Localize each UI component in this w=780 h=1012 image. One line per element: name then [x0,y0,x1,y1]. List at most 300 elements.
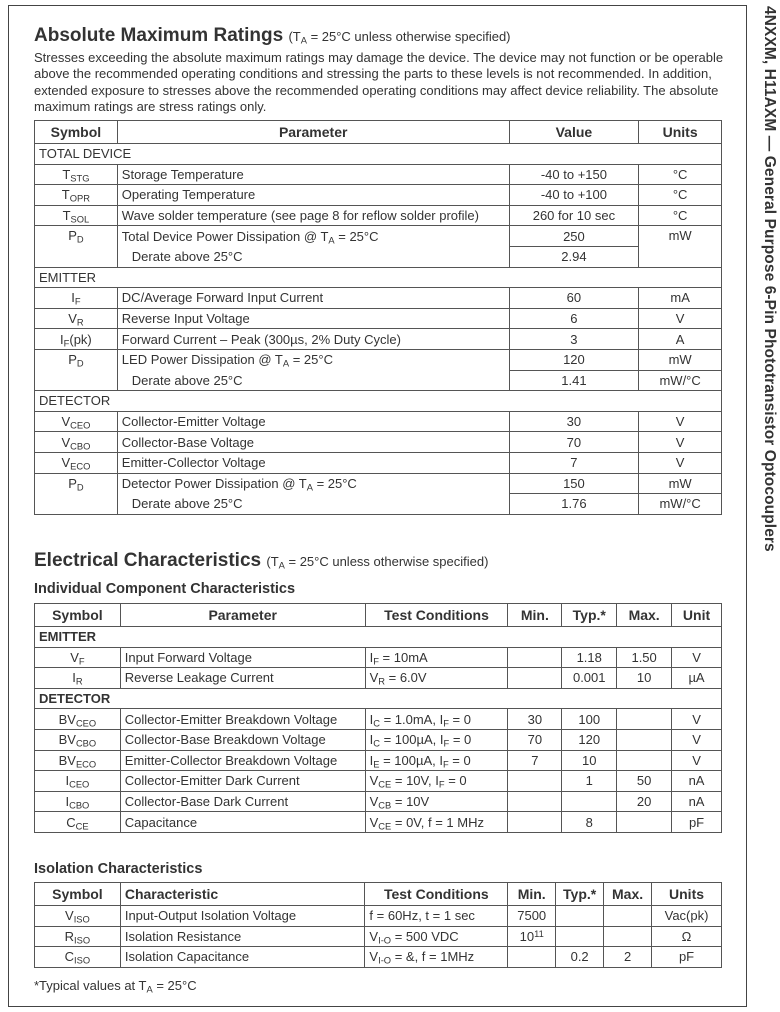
min-cell [508,906,556,927]
symbol-subscript: STG [70,173,90,184]
table-row [35,926,722,947]
symbol-cell [35,226,118,267]
units-cell: mW [639,226,722,267]
symbol-subscript: ISO [74,955,91,966]
parameter-cell: Capacitance [120,812,365,833]
symbol-subscript: ECO [75,759,97,770]
units-cell: V [639,308,722,329]
derate-value: 1.76 [509,494,639,515]
condition-text: I [435,773,439,789]
value-cell: 260 for 10 sec [509,205,639,226]
symbol-suffix: (pk) [69,331,92,347]
condition-subscript: CE [378,779,392,790]
max-cell [617,750,672,771]
symbol-text: I [72,670,76,686]
typ-cell [562,791,617,812]
derate-units: mW/°C [639,370,722,391]
symbol-cell [35,729,121,750]
max-cell [617,729,672,750]
table-row [35,668,722,689]
parameter-cell: Collector-Base Breakdown Voltage [120,729,365,750]
derate-label: Derate above 25°C [117,494,509,515]
value-cell: 120 [509,349,639,370]
table-row [35,473,722,494]
min-cell [508,791,562,812]
typ-cell [556,906,604,927]
section-row [35,688,722,709]
table-row [35,411,722,432]
derate-value: 2.94 [509,246,639,267]
symbol-text: T [61,187,70,203]
units-cell: pF [652,947,722,968]
section-label: TOTAL DEVICE [35,144,722,165]
symbol-cell [35,647,121,668]
symbol-text: I [65,773,70,789]
section-row [35,144,722,165]
symbol-text: BV [58,732,76,748]
condition-subscript: I-O [378,935,392,946]
condition-suffix: = 10V [391,794,430,810]
value-cell: 250 [509,226,639,247]
parameter-subscript: A [306,482,313,493]
symbol-text: P [68,351,77,367]
value-cell: 6 [509,308,639,329]
units-cell: V [639,411,722,432]
parameter-text: Operating Temperature [121,187,256,203]
symbol-text: P [68,475,77,491]
characteristic-cell: Isolation Resistance [120,926,365,947]
section-label: DETECTOR [35,688,722,709]
symbol-cell [35,288,118,309]
characteristic-cell: Isolation Capacitance [120,947,365,968]
side-title-bar [752,6,778,626]
test-conditions-cell [365,647,508,668]
table-row [35,771,722,792]
parameter-subscript: A [328,235,335,246]
parameter-cell: Collector-Emitter Dark Current [120,771,365,792]
symbol-text: BV [58,711,76,727]
parameter-cell [117,308,509,329]
symbol-subscript: CEO [70,420,91,431]
table-row [35,205,722,226]
value-cell: -40 to +150 [509,164,639,185]
col-header-min: Min. [508,883,556,906]
value-cell: 3 [509,329,639,350]
test-conditions-cell [365,709,508,730]
parameter-cell: Emitter-Collector Breakdown Voltage [120,750,365,771]
symbol-text: V [61,414,71,430]
table-row [35,709,722,730]
test-conditions-cell [365,750,508,771]
parameter-text: Detector Power Dissipation @ T [121,476,307,492]
table-row [35,947,722,968]
condition-text: V [369,794,379,810]
symbol-text: R [64,928,75,944]
parameter-subscript: A [282,358,290,369]
elec-condition: ($T_A = 25^\circ C$ unless otherwise specified) [266,554,489,571]
symbol-subscript: CEO [69,779,90,790]
units-cell: Vac(pk) [652,906,722,927]
symbol-text: V [61,434,71,450]
abs-max-header-row [35,121,722,144]
symbol-subscript: R [76,317,84,328]
parameter-suffix: = 25°C [334,228,379,244]
symbol-cell [35,349,118,390]
table-row [35,791,722,812]
condition-suffix: = 0 [444,773,467,789]
max-cell: 1.50 [617,647,672,668]
condition-text: I [439,711,444,727]
condition-suffix: = 500 VDC [391,928,459,944]
symbol-text: C [64,949,75,965]
units-cell: mA [639,288,722,309]
parameter-text: Wave solder temperature (see page 8 for reflow solder profile) [121,208,479,224]
condition-text: I [369,711,374,727]
min-cell [508,647,562,668]
min-cell: 7 [508,750,562,771]
symbol-text: V [68,311,77,327]
symbol-subscript: OPR [69,193,90,204]
units-cell: mW [639,473,722,494]
condition-suffix: = 6.0V [385,670,427,686]
max-cell: 2 [604,947,652,968]
table-row [35,432,722,453]
typ-cell: 1.18 [562,647,617,668]
condition-subscript: I-O [378,955,392,966]
typ-cell: 120 [562,729,617,750]
condition-suffix: = 0 [448,752,471,768]
table-row [35,452,722,473]
symbol-text: T [62,166,71,182]
unit-cell: V [672,729,722,750]
table-row [35,226,722,247]
max-cell: 20 [617,791,672,812]
symbol-subscript: F [63,337,70,348]
col-header-typ: Typ.* [556,883,604,906]
max-cell [617,709,672,730]
individual-title: Individual Component Characteristics [34,581,296,597]
min-cell: 30 [508,709,562,730]
symbol-subscript: D [76,234,84,245]
condition-text: V [369,949,379,965]
min-cell [508,771,562,792]
symbol-cell [35,452,118,473]
col-header-test-conditions: Test Conditions [365,604,508,627]
derate-label: Derate above 25°C [117,246,509,267]
section-row [35,267,722,288]
condition-subscript: C [373,738,380,749]
min-cell: 70 [508,729,562,750]
table-row [35,329,722,350]
units-cell: Ω [652,926,722,947]
parameter-cell [117,452,509,473]
parameter-text: Reverse Input Voltage [121,311,250,327]
symbol-text: P [68,228,77,244]
symbol-subscript: CBO [70,440,91,451]
elec-title [34,550,488,572]
parameter-cell [117,164,509,185]
abs-max-table [34,120,722,515]
table-row [35,812,722,833]
condition-text: V [369,814,379,830]
symbol-cell [35,164,118,185]
symbol-cell [35,791,121,812]
condition-subscript: E [373,759,380,770]
symbol-subscript: ISO [73,914,90,925]
symbol-cell [35,473,118,514]
symbol-subscript: CBO [75,738,97,749]
parameter-text: Collector-Emitter Voltage [121,414,266,430]
elec-section [34,550,488,572]
abs-max-title-text: Absolute Maximum Ratings [34,25,284,46]
typ-cell: 100 [562,709,617,730]
symbol-cell [35,906,121,927]
section-row [35,627,722,648]
parameter-cell [117,205,509,226]
condition-suffix: = 1.0mA, [379,711,440,727]
symbol-cell [35,668,121,689]
abs-max-title [34,25,726,47]
table-row [35,647,722,668]
max-cell [604,926,652,947]
parameter-cell [117,288,509,309]
condition-text: V [369,670,379,686]
table-row [35,906,722,927]
characteristic-cell: Input-Output Isolation Voltage [120,906,365,927]
table-row [35,729,722,750]
symbol-cell [35,750,121,771]
typ-cell: 0.001 [562,668,617,689]
abs-max-intro: Stresses exceeding the absolute maximum ratings may damage the device. The device may not function or be operable above the recommended operating conditions and stressing the parts to these levels is not recommended. In addition, extended exposure to stresses above the recommended operating conditions may affect device reliability. The absolute maximum ratings are stress ratings only. [34,50,724,114]
symbol-cell [35,947,121,968]
symbol-subscript: D [76,358,84,369]
abs-max-condition: ($T_A = 25^\circ C$ unless otherwise specified) [288,29,511,46]
symbol-cell [35,185,118,206]
parameter-cell: Reverse Leakage Current [120,668,365,689]
symbol-cell [35,205,118,226]
symbol-subscript: R [75,676,83,687]
typ-cell [556,926,604,947]
max-cell: 10 [617,668,672,689]
parameter-cell: Input Forward Voltage [120,647,365,668]
min-cell [508,926,556,947]
derate-label: Derate above 25°C [117,370,509,391]
symbol-cell [35,709,121,730]
table-row [35,308,722,329]
value-cell: 70 [509,432,639,453]
symbol-cell [35,812,121,833]
col-header-units: Units [639,121,722,144]
symbol-subscript: F [78,656,85,667]
col-header-symbol: Symbol [35,883,121,906]
symbol-subscript: CEO [75,718,97,728]
condition-subscript: R [378,676,386,687]
symbol-cell [35,308,118,329]
parameter-text: LED Power Dissipation @ T [121,352,283,368]
condition-subscript: CB [378,800,392,811]
abs-max-section [34,25,726,115]
parameter-cell [117,226,509,247]
symbol-subscript: CBO [69,800,90,811]
derate-row [35,370,722,391]
typ-cell: 8 [562,812,617,833]
symbol-cell [35,432,118,453]
col-header-units: Units [652,883,722,906]
individual-characteristics-table [34,603,722,833]
derate-row [35,246,722,267]
parameter-cell [117,473,509,494]
units-cell: °C [639,205,722,226]
condition-suffix: = 10mA [378,649,428,665]
condition-suffix: = 0 [448,711,471,727]
units-cell: °C [639,185,722,206]
units-cell: °C [639,164,722,185]
condition-subscript: C [373,718,380,728]
section-label: EMITTER [35,267,722,288]
min-cell [508,812,562,833]
col-header-min: Min. [508,604,562,627]
table-row [35,349,722,370]
value-cell: 7 [509,452,639,473]
condition-subscript: F [442,759,449,770]
unit-cell: V [672,709,722,730]
test-conditions-cell [365,791,508,812]
min-value: 7500 [517,908,547,924]
test-conditions-cell [365,729,508,750]
col-header-unit: Unit [672,604,722,627]
elec-title-text: Electrical Characteristics [34,550,262,571]
section-label: DETECTOR [35,391,722,412]
test-conditions-cell [365,947,508,968]
parameter-cell [117,411,509,432]
parameter-text: Total Device Power Dissipation @ T [121,228,329,244]
condition-text: I [439,752,443,768]
isolation-header-row [35,883,722,906]
parameter-text: Forward Current – Peak (300µs, 2% Duty Cycle) [121,331,401,347]
min-value: 10 [519,928,535,944]
document-side-title: 4NXXM, H11AXM — General Purpose 6-Pin Phototransistor Optocouplers [761,6,778,552]
value-cell: 30 [509,411,639,432]
test-conditions-cell [365,926,508,947]
col-header-value: Value [509,121,639,144]
derate-units: mW/°C [639,494,722,515]
parameter-text: Storage Temperature [121,166,244,182]
symbol-cell [35,926,121,947]
parameter-suffix: = 25°C [289,352,333,368]
unit-cell: pF [672,812,722,833]
max-cell: 50 [617,771,672,792]
test-conditions-cell [365,906,508,927]
parameter-text: DC/Average Forward Input Current [121,290,324,306]
symbol-subscript: ISO [74,935,91,946]
symbol-text: I [60,331,64,347]
min-exponent: 11 [534,928,544,939]
condition-subscript: F [438,779,445,790]
condition-suffix: = 10V, [391,773,436,789]
symbol-text: I [71,290,75,306]
unit-cell: nA [672,771,722,792]
table-row [35,288,722,309]
max-cell [617,812,672,833]
symbol-text: V [70,649,79,665]
test-conditions-cell [365,771,508,792]
typ-cell: 10 [562,750,617,771]
derate-value: 1.41 [509,370,639,391]
symbol-subscript: SOL [70,214,90,225]
parameter-cell: Collector-Emitter Breakdown Voltage [120,709,365,730]
unit-cell: V [672,647,722,668]
value-cell: -40 to +100 [509,185,639,206]
col-header-symbol: Symbol [35,604,121,627]
col-header-test-conditions: Test Conditions [365,883,508,906]
section-row [35,391,722,412]
col-header-typ: Typ.* [562,604,617,627]
symbol-text: V [65,908,74,924]
symbol-cell [35,411,118,432]
parameter-cell: Collector-Base Dark Current [120,791,365,812]
unit-cell: nA [672,791,722,812]
parameter-suffix: = 25°C [312,476,357,492]
parameter-text: Collector-Base Voltage [121,434,255,450]
derate-row [35,494,722,515]
symbol-text: I [65,794,70,810]
typ-cell: 1 [562,771,617,792]
condition-text: I [369,649,374,665]
condition-subscript: F [373,656,379,667]
condition-subscript: F [443,718,449,728]
symbol-cell [35,329,118,350]
typ-cell: 0.2 [556,947,604,968]
symbol-subscript: D [76,481,84,492]
table-row [35,164,722,185]
symbol-subscript: F [74,296,81,307]
test-conditions-cell [365,812,508,833]
symbol-subscript: CE [75,820,89,831]
condition-text: V [369,773,379,789]
parameter-cell [117,349,509,370]
col-header-symbol: Symbol [35,121,118,144]
condition-suffix: = 0V, f = 1 MHz [391,814,484,830]
isolation-characteristics-table [34,882,722,968]
condition-suffix: = 100µA, [379,752,440,768]
unit-cell: µA [672,668,722,689]
parameter-cell [117,432,509,453]
units-cell: V [639,432,722,453]
isolation-title: Isolation Characteristics [34,861,203,877]
col-header-parameter: Parameter [120,604,365,627]
condition-suffix: = 0 [449,732,472,748]
value-cell: 60 [509,288,639,309]
max-cell [604,906,652,927]
col-header-parameter: Parameter [117,121,509,144]
condition-suffix: = &, f = 1MHz [391,949,475,965]
symbol-text: V [61,455,71,471]
parameter-text: Emitter-Collector Voltage [121,455,266,471]
min-cell [508,947,556,968]
units-cell: mW [639,349,722,370]
symbol-text: C [66,814,76,830]
table-row [35,185,722,206]
symbol-text: BV [58,752,76,768]
units-cell: A [639,329,722,350]
condition-text: I [439,732,444,748]
min-cell [508,668,562,689]
condition-text: f = 60Hz, t = 1 sec [369,908,475,924]
table-row [35,750,722,771]
condition-suffix: = 100µA, [379,732,440,748]
col-header-max: Max. [604,883,652,906]
condition-subscript: F [443,738,450,749]
